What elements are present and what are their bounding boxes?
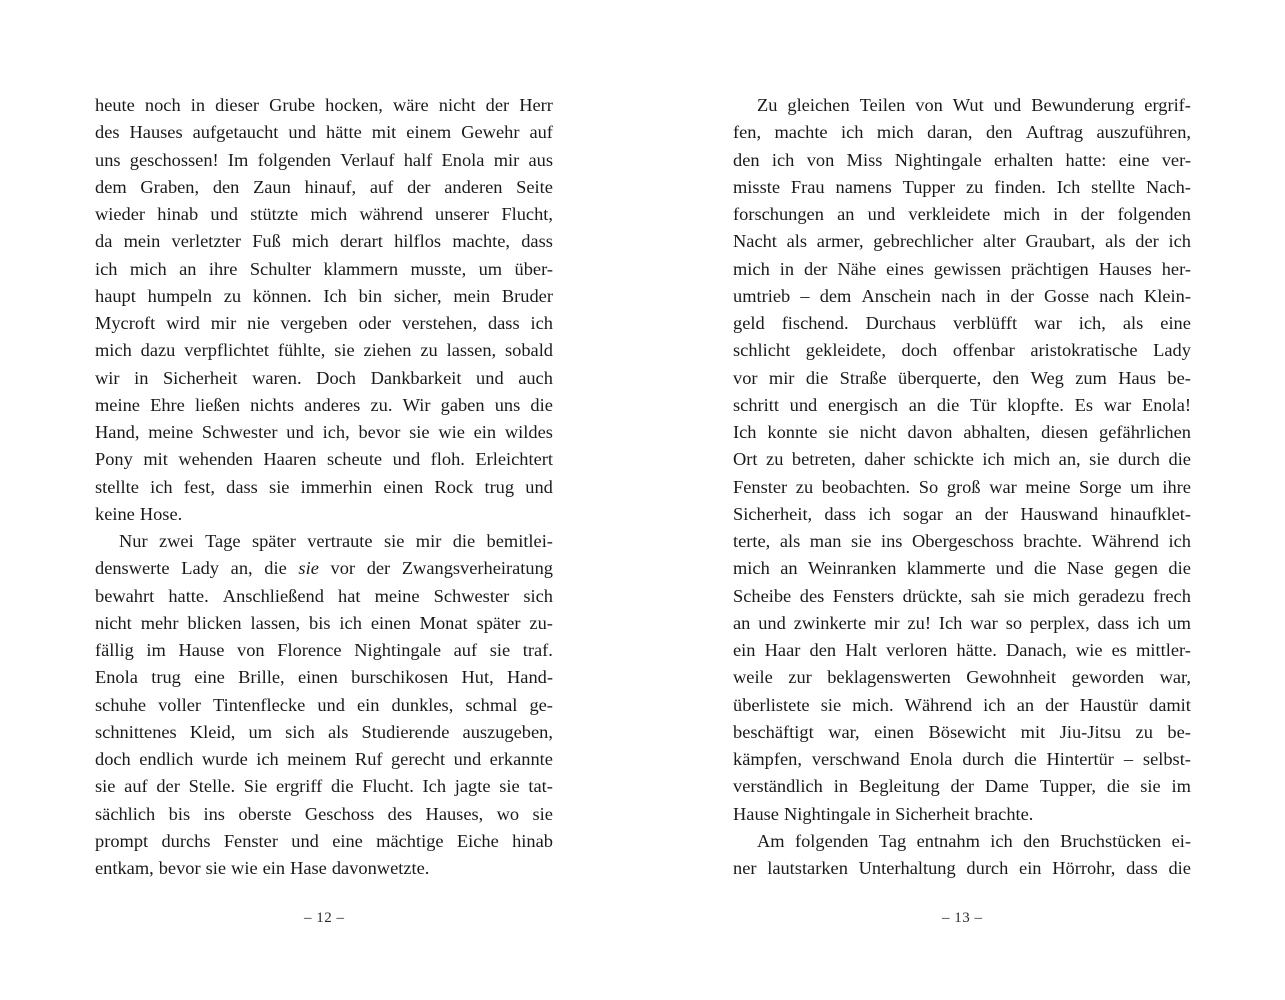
text-line: nicht mehr blicken lassen, bis ich einen Monat später zu-	[95, 612, 553, 633]
text-line: terte, als man sie ins Obergeschoss brachte. Während ich	[733, 531, 1191, 551]
text-line: schuhe voller Tintenflecke und ein dunkles, schmal ge-	[95, 694, 553, 715]
text-line: misste Frau namens Tupper zu finden. Ich stellte Nach-	[733, 176, 1191, 197]
page-number-right: – 13 –	[942, 910, 983, 926]
text-line: dem Graben, den Zaun hinauf, auf der anderen Seite	[95, 176, 553, 197]
text-line: wieder hinab und stützte mich während unserer Flucht,	[95, 204, 553, 224]
text-line: ner lautstarken Unterhaltung durch ein Hörrohr, dass die	[733, 858, 1191, 878]
text-line: Ort zu betreten, daher schickte ich mich an, sie durch die	[733, 449, 1191, 470]
text-line: verständlich in Begleitung der Dame Tupper, die sie im	[733, 776, 1191, 797]
text-line: sie auf der Stelle. Sie ergriff die Flucht. Ich jagte sie tat-	[95, 776, 553, 797]
text-line: forschungen an und verkleidete mich in der folgenden	[733, 204, 1191, 224]
text-line: Fenster zu beobachten. So groß war meine Sorge um ihre	[733, 476, 1191, 497]
text-line: uns geschossen! Im folgenden Verlauf half Enola mir aus	[95, 149, 553, 170]
text-line: wir in Sicherheit waren. Doch Dankbarkeit und auch	[95, 367, 553, 388]
text-line: keine Hose.	[95, 503, 183, 524]
text-line: entkam, bevor sie wie ein Hase davonwetzte.	[95, 858, 430, 878]
text-line: stellte ich fest, dass sie immerhin einen Rock trug und	[95, 476, 553, 497]
text-line: beschäftigt war, einen Bösewicht mit Jiu-Jitsu zu be-	[733, 721, 1191, 742]
text-line: heute noch in dieser Grube hocken, wäre nicht der Herr	[95, 95, 553, 115]
text-line: Nacht als armer, gebrechlicher alter Graubart, als der ich	[733, 231, 1191, 252]
text-line: umtrieb – dem Anschein nach in der Gosse nach Klein-	[733, 285, 1191, 306]
text-line: doch endlich wurde ich meinem Ruf gerecht und erkannte	[95, 749, 553, 769]
text-line: sächlich bis ins oberste Geschoss des Hauses, wo sie	[95, 803, 553, 824]
text-line: fen, machte ich mich daran, den Auftrag auszuführen,	[733, 122, 1191, 143]
text-line: vor mir die Straße überquerte, den Weg zum Haus be-	[733, 367, 1191, 388]
text-line: Enola trug eine Brille, einen burschikosen Hut, Hand-	[95, 667, 553, 688]
text-line: da mein verletzter Fuß mich derart hilflos machte, dass	[95, 231, 553, 252]
text-line: Nur zwei Tage später vertraute sie mir die bemitlei-	[119, 531, 553, 551]
text-line: Sicherheit, dass ich sogar an der Hauswand hinaufklet-	[733, 503, 1191, 524]
text-line: ich mich an ihre Schulter klammern musste, um über-	[95, 258, 553, 279]
left-page	[95, 92, 553, 882]
text-line: haupt humpeln zu können. Ich bin sicher, mein Bruder	[95, 285, 553, 306]
text-line: Mycroft wird mir nie vergeben oder verstehen, dass ich	[95, 313, 553, 333]
text-line: Pony mit wehenden Haaren scheute und floh. Erleichtert	[95, 449, 553, 470]
text-line: weile zur beklagenswerten Gewohnheit geworden war,	[733, 667, 1191, 688]
text-line: denswerte Lady an, die sie vor der Zwangsverheiratung	[95, 558, 553, 579]
text-line: mich dazu verpflichtet fühlte, sie ziehen zu lassen, sobald	[95, 340, 553, 361]
text-line: überlistete sie mich. Während ich an der Haustür damit	[733, 694, 1191, 715]
text-line: bewahrt hatte. Anschließend hat meine Schwester sich	[95, 585, 553, 606]
text-line: des Hauses aufgetaucht und hätte mit einem Gewehr auf	[95, 122, 553, 143]
text-line: ein Haar den Halt verloren hätte. Danach, wie es mittler-	[733, 640, 1191, 660]
text-line: meine Ehre ließen nichts anderes zu. Wir gaben uns die	[95, 394, 553, 415]
text-line: schritt und energisch an die Tür klopfte. Es war Enola!	[733, 394, 1191, 415]
text-line: Hause Nightingale in Sicherheit brachte.	[733, 803, 1034, 824]
text-line: Ich konnte sie nicht davon abhalten, diesen gefährlichen	[733, 422, 1191, 442]
text-line: schnittenes Kleid, um sich als Studierende auszugeben,	[95, 721, 553, 742]
page-number-left: – 12 –	[304, 910, 345, 926]
text-line: prompt durchs Fenster und eine mächtige Eiche hinab	[95, 830, 553, 851]
text-line: Scheibe des Fensters drückte, sah sie mich geradezu frech	[733, 585, 1191, 606]
text-line: mich an Weinranken klammerte und die Nase gegen die	[733, 558, 1191, 579]
text-line: fällig im Hause von Florence Nightingale auf sie traf.	[95, 640, 553, 660]
text-line: an und zwinkerte mir zu! Ich war so perplex, dass ich um	[733, 612, 1191, 633]
right-page	[733, 92, 1191, 882]
text-line: kämpfen, verschwand Enola durch die Hintertür – selbst-	[733, 749, 1191, 769]
text-line: Am folgenden Tag entnahm ich den Bruchstücken ei-	[757, 830, 1191, 851]
text-line: schlicht gekleidete, doch offenbar aristokratische Lady	[733, 340, 1191, 361]
text-line: geld fischend. Durchaus verblüfft war ich, als eine	[733, 313, 1191, 333]
text-line: Zu gleichen Teilen von Wut und Bewunderung ergrif-	[757, 95, 1191, 115]
text-line: den ich von Miss Nightingale erhalten hatte: eine ver-	[733, 149, 1191, 170]
text-line: mich in der Nähe eines gewissen prächtigen Hauses her-	[733, 258, 1191, 279]
text-line: Hand, meine Schwester und ich, bevor sie wie ein wildes	[95, 422, 553, 442]
